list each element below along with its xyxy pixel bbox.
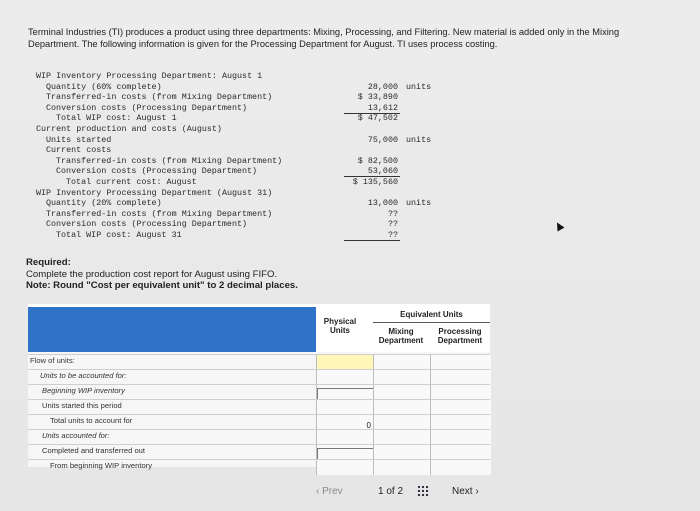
- data-line-label: Current production and costs (August): [36, 124, 222, 134]
- table-row: [28, 399, 490, 415]
- data-line-value: ??: [387, 208, 398, 219]
- data-line-label: Total current cost: August: [66, 177, 197, 187]
- data-line-value: 13,612: [367, 102, 398, 113]
- table-row: [28, 369, 490, 385]
- table-row: [28, 429, 490, 445]
- header-divider: [373, 322, 490, 323]
- mixing-equivalent-input-cell: [373, 355, 431, 370]
- data-line-value: 13,000: [367, 198, 398, 209]
- data-line-label: Conversion costs (Processing Department): [56, 166, 258, 177]
- current-page: 1: [378, 486, 384, 497]
- mixing-equivalent-input-cell: [373, 460, 431, 475]
- processing-equivalent-input-cell: [430, 445, 491, 460]
- pagination-bar: [0, 478, 700, 508]
- required-section: [26, 257, 298, 292]
- data-line-unit: units: [406, 81, 432, 92]
- data-line-value: $ 82,500: [357, 155, 398, 166]
- data-line-label: Conversion costs (Processing Department): [46, 102, 248, 113]
- row-label: Completed and transferred out: [42, 446, 145, 455]
- mixing-equivalent-input-cell: [373, 415, 431, 430]
- data-line-label: Total WIP cost: August 1: [56, 113, 177, 124]
- header-mixing-department: Mixing Department: [378, 327, 424, 345]
- data-line-value: $ 47,502: [357, 113, 398, 124]
- physical-units-input-cell: [316, 445, 374, 460]
- data-line-label: WIP Inventory Processing Department: August 1: [36, 71, 263, 81]
- data-line-value: 28,000: [367, 81, 398, 92]
- subtotal-rule: [344, 113, 400, 114]
- physical-units-input-cell: [316, 355, 374, 370]
- data-line-value: ??: [387, 219, 398, 230]
- total-pages: 2: [397, 486, 404, 497]
- data-line-value: 75,000: [367, 134, 398, 145]
- data-line-value: ??: [387, 230, 398, 240]
- table-header: [28, 304, 490, 352]
- data-line-value: $ 135,560: [352, 177, 398, 187]
- processing-equivalent-input-cell: [430, 355, 491, 370]
- header-physical-units: Physical Units: [323, 317, 357, 335]
- physical-units-input-cell: [316, 460, 374, 475]
- mixing-equivalent-input[interactable]: [374, 463, 431, 478]
- data-line-label: Transferred-in costs (from Mixing Department): [46, 208, 273, 219]
- physical-units-input-cell: [316, 430, 374, 445]
- next-label: Next: [452, 486, 473, 497]
- table-row: [28, 354, 490, 370]
- rounding-note: Note: Round "Cost per equivalent unit" to 2 decimal places.: [26, 280, 298, 291]
- prev-button[interactable]: ‹ Prev: [316, 486, 343, 497]
- processing-equivalent-input-cell: [430, 370, 491, 385]
- table-row: [28, 384, 490, 400]
- data-line-label: Quantity (60% complete): [46, 81, 162, 92]
- next-button[interactable]: Next ›: [452, 486, 479, 497]
- prev-label: Prev: [322, 486, 343, 497]
- data-line-label: Current costs: [46, 145, 112, 156]
- data-line-unit: units: [406, 198, 432, 209]
- processing-equivalent-input-cell: [430, 385, 491, 400]
- processing-equivalent-input-cell: [430, 415, 491, 430]
- row-label: Units started this period: [42, 401, 122, 410]
- row-label: Units to be accounted for:: [40, 371, 127, 380]
- data-line-unit: units: [406, 134, 432, 145]
- physical-units-input-cell: [316, 415, 374, 430]
- data-line-label: Transferred-in costs (from Mixing Department): [56, 155, 283, 166]
- page-indicator: [378, 486, 403, 497]
- subtotal-rule: [344, 240, 400, 241]
- physical-units-input-cell: [316, 385, 374, 400]
- row-label: Beginning WIP inventory: [42, 386, 125, 395]
- header-processing-department: Processing Department: [437, 327, 483, 345]
- processing-equivalent-input[interactable]: [431, 463, 491, 478]
- table-row: [28, 459, 490, 475]
- required-text: Complete the production cost report for August using FIFO.: [26, 268, 278, 280]
- required-heading: Required:: [26, 257, 71, 268]
- row-label: Units accounted for:: [42, 431, 110, 440]
- row-label: Total units to account for: [50, 416, 133, 425]
- header-label-area: [28, 307, 316, 352]
- grid-icon[interactable]: [417, 485, 429, 497]
- mixing-equivalent-input-cell: [373, 445, 431, 460]
- data-line-label: Total WIP cost: August 31: [56, 230, 182, 240]
- data-line-value: $ 33,890: [357, 92, 398, 103]
- header-equivalent-units: Equivalent Units: [400, 310, 463, 319]
- data-line-label: Transferred-in costs (from Mixing Department): [46, 92, 273, 103]
- data-line-value: 53,060: [367, 166, 398, 177]
- table-row: [28, 414, 490, 430]
- processing-equivalent-input-cell: [430, 400, 491, 415]
- subtotal-rule: [344, 176, 400, 177]
- problem-intro: Terminal Industries (TI) produces a product using three departments: Mixing, Processing, and Filtering. New material is added only in the Mixing Department. The following information is given for the Processing Department for August. TI uses process costing.: [28, 27, 620, 49]
- production-cost-report-table: [28, 304, 490, 470]
- row-label: From beginning WIP inventory: [50, 461, 153, 470]
- mouse-cursor-icon: [554, 221, 565, 232]
- mixing-equivalent-input-cell: [373, 385, 431, 400]
- mixing-equivalent-input-cell: [373, 370, 431, 385]
- table-row: [28, 444, 490, 460]
- physical-units-input-cell: [316, 400, 374, 415]
- physical-units-input-cell: [316, 370, 374, 385]
- mixing-equivalent-input-cell: [373, 400, 431, 415]
- mixing-equivalent-input-cell: [373, 430, 431, 445]
- page-of: of: [386, 486, 395, 497]
- data-line-label: Quantity (20% complete): [46, 198, 162, 209]
- physical-units-input[interactable]: [317, 463, 374, 478]
- row-label: Flow of units:: [30, 356, 75, 365]
- data-line-label: Conversion costs (Processing Department): [46, 219, 248, 230]
- processing-equivalent-input-cell: [430, 460, 491, 475]
- data-line-label: WIP Inventory Processing Department (August 31): [36, 187, 273, 198]
- processing-equivalent-input-cell: [430, 430, 491, 445]
- data-line-label: Units started: [46, 134, 112, 145]
